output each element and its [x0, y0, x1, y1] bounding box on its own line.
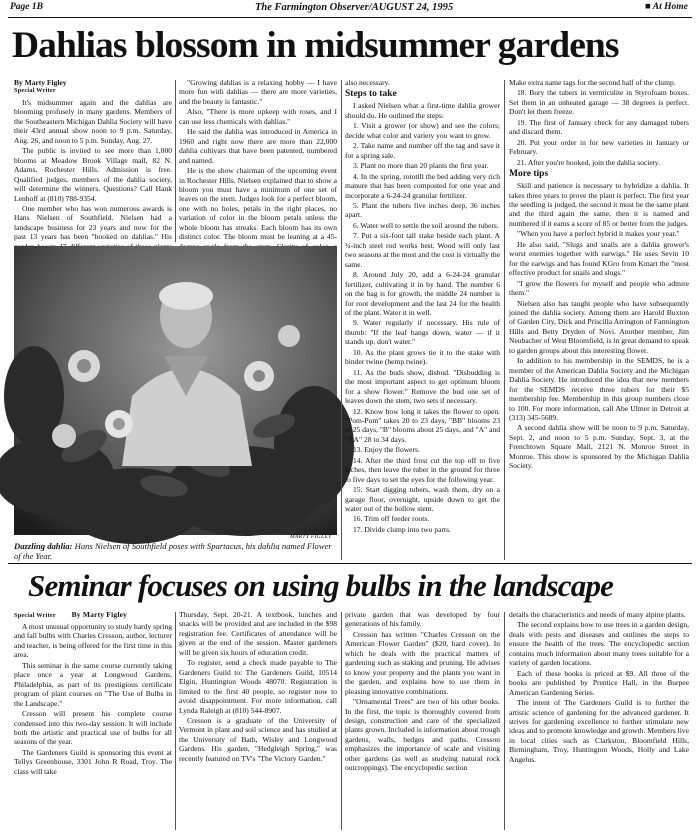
step-item: 14. After the third frost cut the top off to five inches, then leave the tuber in the ground for three to five days to set the eyes for the following year. — [345, 455, 500, 484]
step-item: 3. Plant no more than 20 plants the first year. — [353, 161, 489, 171]
step-item: 11. As the buds show, disbud. "Disbudding is the most important aspect to get optimum bloom for a show flower." Remove the bud one set of leaves down the stem, two sets if necessary. — [345, 367, 500, 406]
paragraph: Thursday, Sept. 20-21. A textbook, lunches and snacks will be provided and are included in the $98 registration fee. Certificates of attendance will be given at the end of the session. Master gardeners will be given six hours of education credit. — [179, 610, 337, 657]
story2-byline-line — [14, 610, 172, 620]
story2-column-4 — [509, 610, 689, 832]
paragraph: Cresson is a graduate of the University of Vermont in plant and soil science and has studied at the University of Bath, Wisley and Longwood Gardens. His garden, "Hedgleigh Spring," was recently featured on TV's "The Victory Garden." — [179, 715, 337, 763]
paragraph: He also said, "Slugs and snails are a dahlia grower's worst enemies together with earwigs." He uses Sevin 10 for the earwigs and has found KGro from Kmart the "most effective product for snails and slugs." — [509, 239, 689, 278]
step-item: 7. Put a six-foot tall stake beside each plant. A ¾-inch steel rod works best. Wood will only last two seasons at the most and the cost is virtually the same. — [345, 231, 500, 269]
paragraph: Also, "There is more upkeep with roses, and I can use less chemicals with dahlias." — [179, 107, 337, 126]
story-divider — [8, 563, 692, 564]
paragraph: Skill and patience is necessary to hybridize a dahlia. It takes three years to prove the plant is perfect. The first year the seedling is judged, the second it must be the same plant and the third again the same, then it is named and numbered if it earns a score of 85 or better from the judges. — [509, 181, 689, 228]
column-rule — [504, 612, 505, 830]
paragraph: details the characteristics and needs of many alpine plants. — [509, 610, 686, 619]
paragraph: Cresson has written "Charles Cresson on the American Flower Garden" ($20, hard cover). In which he deals with the practical matters of gardening such as staking and pruning. He advises to know your property and the plants you want in the garden, and explains how to use them in pleasing innovative combinations. — [345, 629, 500, 696]
subhead-steps: Steps to take — [345, 89, 397, 100]
paragraph: He is the show chairman of the upcoming event in Rochester Hills. Nielsen explained that to show a bloom you must have a minimum of one set of leaves on the stem. Judges look for a perfect bloom, one with no holes, petals in the right places, no variation of color in the bloom petals unless the whole bloom has streaks. Each bloom has its own distinct color. The bloom must be leaning at a 45- — [179, 166, 337, 242]
paragraph: "Ornamental Trees" are two of his other books. In the first, the topic is thoroughly covered from design, construction and care of the specialized plants grown. Included is information about trough gardens, walls, hedges and paths. Cresson emphasizes the importance of scale and visiting other gardens (as well as studying natural rock outcroppings). The encyclopedic section — [345, 697, 500, 773]
story1-column-1 — [14, 78, 172, 246]
paragraph: The second explains how to use trees in a garden design, deals with pests and diseases and outlines the steps to ensure the health of the trees. The encyclopedic section contains much information about many trees suitable for a variety of garden locations. — [509, 620, 689, 668]
section-bullet: ■ — [645, 2, 653, 12]
photo-credit: MARTY FIGLEY — [290, 534, 332, 540]
step-item: 20. Put your order in for new varieties in January or February. — [509, 137, 689, 157]
paragraph: "Growing dahlias is a relaxing hobby — I have more fun with dahlias — there are more varieties, and the beauty is fantastic." — [179, 78, 337, 106]
photo-image — [14, 246, 337, 535]
paragraph: "I grow the flowers for myself and people who admire them." — [509, 278, 689, 298]
paragraph: private garden that was developed by four generations of his family. — [345, 610, 500, 629]
paragraph: "When you have a perfect hybrid it makes your year." — [517, 229, 680, 239]
section-label — [645, 2, 688, 16]
paragraph: Make extra name tags for the second half of the clump. — [509, 78, 676, 87]
paragraph: also necessary. — [345, 78, 390, 87]
issue-date: AUGUST 24, 1995 — [371, 2, 454, 13]
paragraph: This seminar is the same course currently taking place once a year at Longwood Gardens, Philadelphia, as part of its prestigious certificate program of plant courses on "The Use of Bulbs in the Landscape." — [14, 660, 172, 708]
dahlia-photo — [14, 246, 337, 535]
masthead-rule — [8, 17, 692, 18]
section-name: At Home — [652, 2, 688, 12]
column-rule — [341, 80, 342, 560]
step-item: 9. Water regularly if necessary. His rule of thumb: "If the leaf hangs down, water — if it stands up, don't water." — [345, 318, 500, 347]
story1-column-3 — [345, 78, 500, 558]
story2-column-3 — [345, 610, 500, 832]
step-item: 16. Trim off feeder roots. — [353, 514, 430, 524]
page-number: Page 1B — [10, 2, 43, 12]
paragraph: To register, send a check made payable to The Gardeners Guild to: The Gardeners Guild, 10514 Elgin, Huntington Woods 48070. Registration is limited to the first 40 people, so register now to avoid disappointment. For more information, call Lynda Raleigh at (810) 544-8907. — [179, 658, 337, 715]
paper-name: The Farmington Observer — [255, 2, 369, 13]
paragraph: Cresson will present his complete course condensed into this two-day session. It will include both the artistic and practical use of bulbs for all seasons of the year. — [14, 709, 172, 747]
story2-byline-title: Special Writer — [14, 612, 56, 619]
paragraph: In addition to his membership in the SEMDS, he is a member of the American Dahlia Society and the Michigan Dahlia Society. He introduced the idea that new members for the SEMDS receive three tubers for their $5 membership fee. Membership in this group numbers close to 100. For more information, call Abe Ulmer in Detroit at (313) 345-5689. — [509, 356, 689, 422]
story2-headline: Seminar focuses on using bulbs in the landscape — [28, 568, 614, 603]
paragraph: One member who has won numerous awards is Hans Nielsen of Southfield. Nielsen had a landscape business for 23 years and now for the past 13 years has been "hooked on dahlias." His — [14, 203, 172, 242]
step-item: 13. Enjoy the flowers. — [353, 445, 420, 455]
paragraph: A most unusual opportunity to study hardy spring and fall bulbs with Charles Cresson, author, lecturer and teacher, is being offered for the first time in this area. — [14, 622, 172, 660]
caption-text: Hans Nielsen of Southfield poses with Spartacus, his dahlia named Flower of the Year. — [14, 541, 332, 562]
column-rule — [175, 612, 176, 830]
paragraph: It's midsummer again and the dahlias are blooming profusely in many gardens. Members of the Southeastern Michigan Dahlia Society will have their 43rd annual show noon to 9 p.m. Saturday, Aug. 26, and noon to 5 p.m. Sunday, Aug. 27. — [14, 98, 172, 145]
step-item: 19. The first of January check for any damaged tubers and discard them. — [509, 117, 689, 137]
step-item: 17. Divide clump into two parts. — [353, 524, 451, 534]
paragraph: The public is invited to see more than 1,000 blooms at Meadow Brook Village mall, 82 N. Adams, Rochester Hills. Admission is free. Qualified judges, members of the dahlia society, will determine the winners. Questions? Call Hank Lenhoff at (810) 788-9354. — [14, 146, 172, 203]
step-item: 10. As the plant grows tie it to the stake with binder twine (hemp twine). — [345, 347, 500, 367]
masthead: The Farmington Observer/AUGUST 24, 1995 — [255, 2, 454, 13]
story2-byline: By Marty Figley — [71, 610, 128, 619]
step-item: 4. In the spring, rototill the bed adding very rich manure that has been composted for one year and incorporate a 6-24-24 granular fertilizer. — [345, 171, 500, 200]
paragraph: The intent of The Gardeners Guild is to further the artistic science of gardening for the advanced gardener. It strives for gardening excellence to further stimulate new ideas and to promote knowledge and growth. Members live in local cities such as Clarkston, Bloomfield Hills, Birmingham, Troy, Huntington Woods, Holly and Lake Angelus. — [509, 698, 689, 764]
column-rule — [504, 80, 505, 560]
paragraph: A second dahlia show will be noon to 9 p.m. Saturday, Sept. 2, and noon to 5 p.m. Sunday, Sept. 3, at the Frenchtown Square Mall, 2121 N. Monroe Street in Monroe. This show is sponsored by the Michigan Dahlia Society. — [509, 423, 689, 471]
paragraph: I asked Nielsen what a first-time dahlia grower should do. He outlined the steps: — [345, 101, 500, 120]
step-item: 12. Know how long it takes the flower to open. "Pom-Pom" takes 20 to 23 days, "BB" blooms 23 to 25 days, "B" blooms about 25 days, and "A" and "AA" 28 to 34 days. — [345, 406, 500, 444]
step-item: 21. After you're hooked, join the dahlia society. — [517, 157, 660, 167]
paragraph: Each of these books is priced at $9. All three of the books are published by Prentice Hall, in the Burpee American Gardening Series. — [509, 668, 689, 697]
column-rule — [341, 612, 342, 830]
story1-byline-title: Special Writer — [14, 87, 56, 94]
step-item: 5. Plant the tubers five inches deep, 36 inches apart. — [345, 200, 500, 220]
story2-column-1 — [14, 610, 172, 832]
story2-column-2 — [179, 610, 337, 832]
step-item: 6. Water well to settle the soil around the tubers. — [353, 220, 499, 230]
column-rule — [175, 80, 176, 242]
photo-caption — [14, 541, 338, 561]
step-item: 15. Start digging tubers, wash them, dry on a garage floor, overnight, upside down to get the water out of the hollow stem. — [345, 485, 500, 514]
subhead-tips: More tips — [509, 169, 549, 180]
story1-column-4 — [509, 78, 689, 558]
step-item: 18. Bury the tubers in vermiculite in Styrofoam boxes. Set them in an unheated garage — 38 degrees is perfect. Don't let them freeze. — [509, 88, 689, 117]
paragraph: Nielsen also has taught people who have subsequently joined the dahlia society. Among them are Harold Buxton of Garden City, Dick and Priscilla Arrington of Farmington Hills and Betty Dryden of Novi. Another member, Jim Neubacher of West Bloomfield, is in great demand to speak to garden groups about this interesting flower. — [509, 298, 689, 355]
story1-headline: Dahlias blossom in midsummer gardens — [12, 25, 619, 66]
caption-lead: Dazzling dahlia: — [14, 541, 73, 551]
paragraph: He said the dahlia was introduced in America in 1960 and right now there are more than 22,000 dahlia cultivars that have been patented, numbered and named. — [179, 127, 337, 165]
step-item: 2. Take name and number off the tag and save it for a spring sale. — [345, 141, 500, 160]
step-item: 8. Around July 20, add a 6-24-24 granular fertilizer, cultivating it in by hand. The number 6 on the bag is for growth, the middle 24 number is for root development and the last 24 for the health of the plant. Water it in well. — [345, 270, 500, 317]
step-item: 1. Visit a grower (or show) and see the colors; decide what color and variety you want to grow. — [345, 121, 500, 140]
paragraph: The Gardeners Guild is sponsoring this event at Tellys Greenhouse, 3301 John R Road, Troy. The class will take — [14, 747, 172, 776]
story1-column-2 — [179, 78, 337, 246]
story1-byline: By Marty Figley — [14, 78, 67, 87]
